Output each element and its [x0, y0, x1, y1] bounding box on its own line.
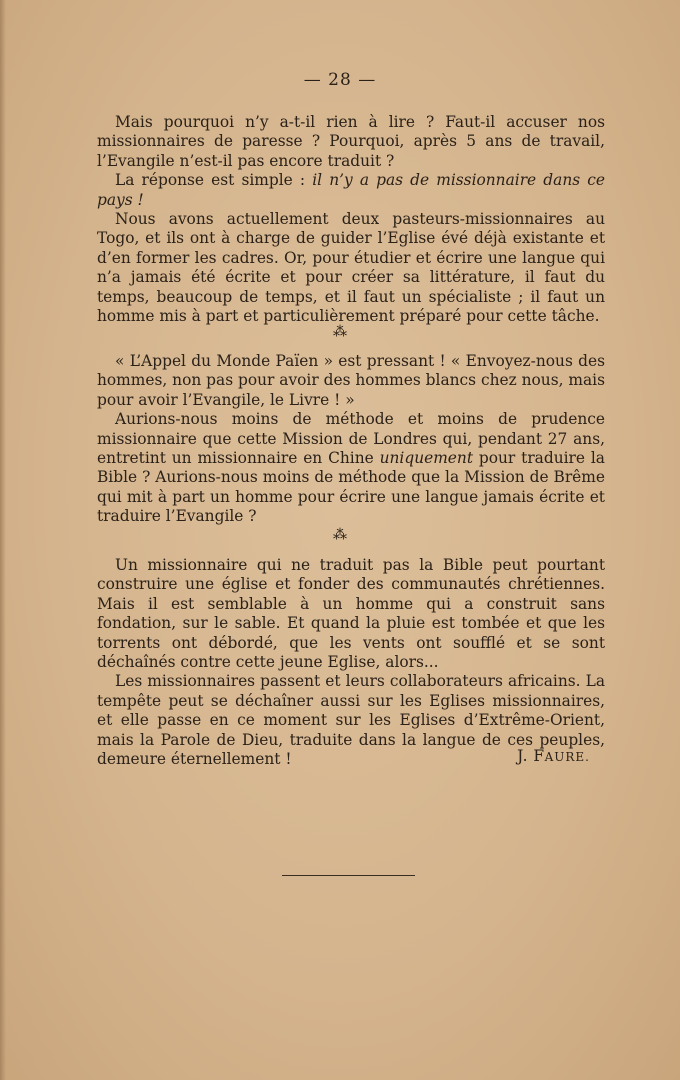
text-run: Aurions-nous moins de méthode et moins de prudence missionnaire que cette Mission de Londres qui, pendant 27 ans, entretint un missionnaire en Chine — [97, 410, 605, 468]
paragraph — [97, 171, 605, 210]
paragraph: Un missionnaire qui ne traduit pas la Bible peut pourtant construire une église et fonder des communautés chrétiennes. Mais il est semblable à un homme qui a construit sans fondation, sur le sable. Et quand la pluie est tombée et que les torrents ont débordé, que les vents ont soufflé et se sont déchaînés contre cette jeune Eglise, alors... — [97, 556, 605, 672]
italic-text: uniquement — [379, 449, 474, 468]
paragraph — [97, 410, 605, 526]
text-run: pour traduire la Bible ? Aurions-nous moins de méthode que la Mission de Brême qui mit à part un homme pour écrire une langue jamais écrite et traduire l’Evangile ? — [97, 449, 605, 526]
page-number: — 28 — — [303, 70, 377, 90]
author-signature — [400, 747, 590, 765]
end-rule — [282, 875, 415, 876]
text-run: La réponse est simple : — [115, 171, 313, 190]
text-block-1 — [97, 113, 605, 326]
italic-text: il n’y a pas de missionnaire dans ce pays ! — [97, 171, 605, 209]
signature-smallcaps: AURE. — [544, 750, 590, 764]
text-block-3 — [97, 556, 605, 769]
paragraph: Les missionnaires passent et leurs collaborateurs africains. La tempête peut se déchaîner aussi sur les Eglises missionnaires, et elle passe en ce moment sur les Eglises d’Extrême-Orient, mais la Parole de Dieu, traduite dans la langue de ces peuples, demeure éternellement ! — [97, 672, 605, 769]
signature-initial: J. F — [517, 747, 545, 765]
paragraph: Mais pourquoi n’y a-t-il rien à lire ? Faut-il accuser nos missionnaires de paresse ? Pourquoi, après 5 ans de travail, l’Evangile n’est-il pas encore traduit ? — [97, 113, 605, 170]
text-block-2 — [97, 352, 605, 527]
section-separator: ⁂ — [333, 324, 347, 340]
paragraph: « L’Appel du Monde Païen » est pressant ! « Envoyez-nous des hommes, non pas pour avoir des hommes blancs chez nous, mais pour avoir l’Evangile, le Livre ! » — [97, 352, 605, 409]
section-separator: ⁂ — [333, 527, 347, 543]
paragraph: Nous avons actuellement deux pasteurs-missionnaires au Togo, et ils ont à charge de guider l’Eglise évé déjà existante et d’en former les cadres. Or, pour étudier et écrire une langue qui n’a jamais été écrite et pour créer sa littérature, il faut du temps, beaucoup de temps, et il faut un spécialiste ; il faut un homme mis à part et particulièrement préparé pour cette tâche. — [97, 210, 605, 326]
